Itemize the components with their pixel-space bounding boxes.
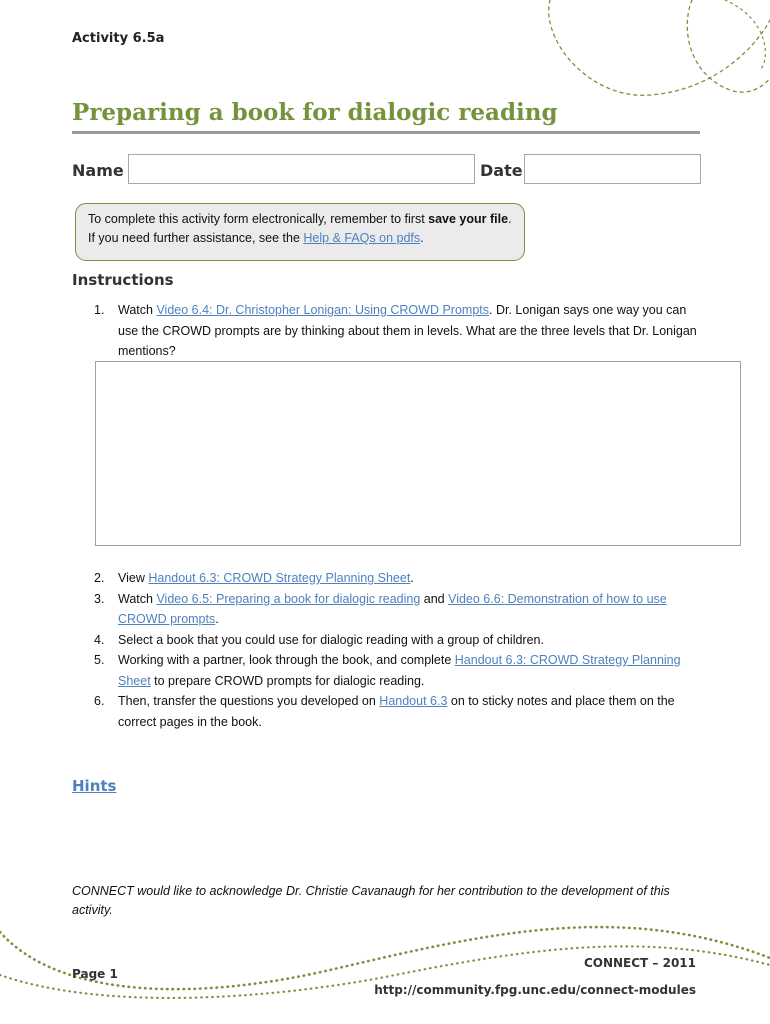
acknowledgement-text: CONNECT would like to acknowledge Dr. Christie Cavanaugh for her contribution to the development of this activity. (72, 884, 670, 917)
step-number: 6. (94, 694, 105, 708)
handout-6-3-link[interactable]: Handout 6.3: CROWD Strategy Planning Sheet (148, 571, 411, 585)
decorative-circle-small (687, 0, 770, 92)
step-text: . Dr. Lonigan says one way you can use the CROWD prompts are by thinking about them in levels. What are the three levels that Dr. Lonigan mentions? (118, 303, 697, 358)
step-2 (92, 568, 702, 589)
handout-6-3-planning-link[interactable]: Handout 6.3: CROWD Strategy Planning Sheet (118, 653, 681, 688)
instruction-note-box (75, 203, 525, 261)
step-3 (92, 589, 702, 630)
decorative-arc-right (725, 0, 765, 70)
note-text: . (508, 212, 512, 226)
step-text: to prepare CROWD prompts for dialogic reading. (150, 673, 425, 688)
date-field[interactable] (524, 154, 701, 184)
step-text: . (215, 612, 219, 626)
note-text: To complete this activity form electronically, remember to first (88, 212, 429, 226)
step-number: 3. (94, 591, 105, 606)
step-text: on to sticky notes and place them on the correct pages in the book. (118, 694, 675, 729)
page-number: Page 1 (72, 967, 118, 981)
step-text: View (118, 571, 149, 585)
name-label: Name (72, 161, 124, 180)
note-line-1 (88, 210, 524, 229)
video-6-5-link[interactable]: Video 6.5: Preparing a book for dialogic reading (156, 591, 421, 606)
footer-org: CONNECT – 2011 (583, 956, 696, 970)
step-text: Then, transfer the questions you developed on (118, 694, 380, 708)
step-6 (92, 691, 702, 732)
handout-6-3-short-link[interactable]: Handout 6.3 (379, 694, 448, 708)
instructions-list-part1 (92, 300, 702, 362)
step-5 (92, 650, 702, 691)
activity-label: Activity 6.5a (72, 31, 165, 46)
answer-text-box[interactable] (95, 361, 741, 546)
note-text: . (420, 231, 424, 245)
step-1 (92, 300, 702, 362)
note-bold-text: save your file (428, 212, 509, 226)
footer-url: http://community.fpg.unc.edu/connect-modules (374, 983, 696, 997)
step-number: 5. (94, 653, 105, 667)
step-number: 1. (94, 303, 105, 317)
decorative-circle-large (549, 0, 770, 95)
name-field[interactable] (128, 154, 475, 184)
note-line-2 (88, 229, 524, 248)
step-text: Watch (118, 303, 157, 317)
page-title: Preparing a book for dialogic reading (72, 99, 558, 126)
video-6-4-link[interactable]: Video 6.4: Dr. Christopher Lonigan: Using CROWD Prompts (156, 303, 489, 317)
instructions-list-part2 (92, 568, 702, 732)
step-number: 4. (94, 632, 105, 647)
step-text: Select a book that you could use for dialogic reading with a group of children. (118, 632, 544, 647)
step-number: 2. (94, 571, 105, 585)
step-text: and (420, 591, 449, 606)
hints-link[interactable]: Hints (72, 777, 117, 795)
step-text: . (410, 571, 414, 585)
title-divider (72, 131, 700, 134)
note-text: If you need further assistance, see the (88, 231, 304, 245)
instructions-heading: Instructions (72, 271, 174, 289)
step-text: Working with a partner, look through the book, and complete (118, 653, 455, 667)
step-4 (92, 630, 702, 651)
date-label: Date (480, 161, 523, 180)
help-faqs-link[interactable]: Help & FAQs on pdfs (303, 231, 421, 245)
video-6-6-link[interactable]: Video 6.6: Demonstration of how to use CROWD prompts (118, 591, 667, 626)
step-text: Watch (118, 591, 157, 606)
